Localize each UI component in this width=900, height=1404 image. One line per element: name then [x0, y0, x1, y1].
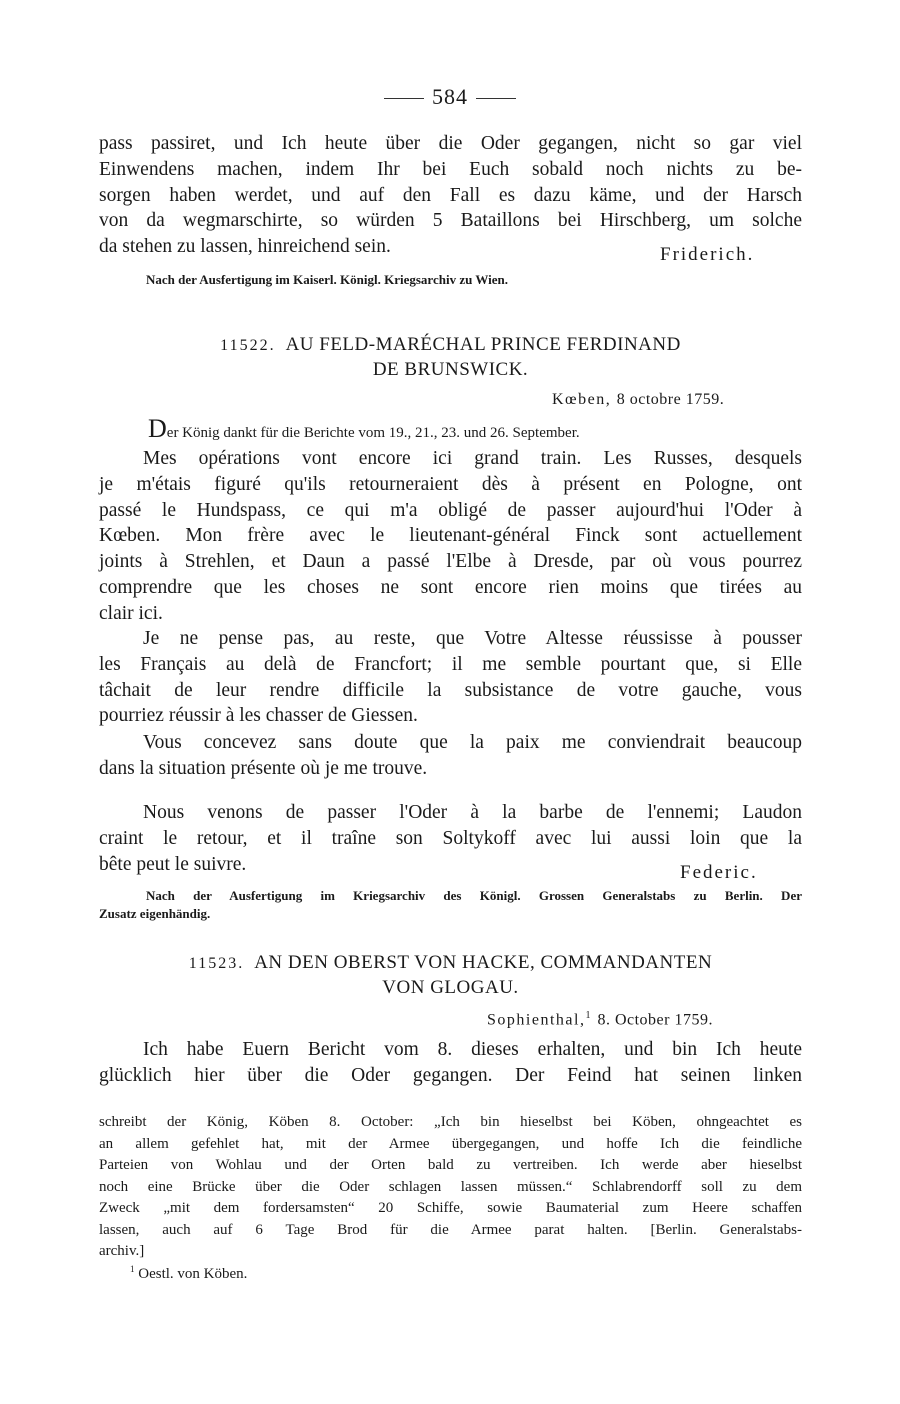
place: Sophienthal,: [487, 1011, 586, 1029]
letter-heading: [99, 951, 802, 1000]
text-line: tâchait de leur rendre difficile la subsistance de votre gauche, vous: [99, 679, 802, 701]
text-line: da stehen zu lassen, hinreichend sein.: [99, 236, 391, 258]
page-number: 584: [0, 84, 900, 110]
text-line: craint le retour, et il traîne son Soltykoff avec lui aussi loin que la: [99, 827, 802, 849]
text-line: Nach der Ausfertigung im Kriegsarchiv des Königl. Grossen Generalstabs zu Berlin. Der: [146, 888, 802, 903]
place: Kœben,: [552, 391, 612, 408]
date: 8. October 1759.: [597, 1011, 713, 1029]
page-number-dash-right: [476, 98, 516, 99]
letter-number: 11522.: [220, 337, 276, 354]
text-line: joints à Strehlen, et Daun a passé l'Elbe à Dresde, par où vous pourrez: [99, 551, 802, 573]
text-line: pourriez réussir à les chasser de Giessen.: [99, 705, 418, 727]
text-line: clair ici.: [99, 602, 163, 624]
footnote-marker: 1: [130, 1264, 135, 1274]
text-line: passé le Hundspass, ce qui m'a obligé de passer aujourd'hui l'Oder à: [99, 499, 802, 521]
footnote-block: [99, 1112, 802, 1263]
continuation-paragraph: [99, 131, 802, 260]
source-note: Nach der Ausfertigung im Kaiserl. Königl. Kriegsarchiv zu Wien.: [146, 272, 508, 287]
footnote-line: Zweck „mit dem fordersamsten“ 20 Schiffe, sowie Baumaterial zum Heere schaffen: [99, 1200, 802, 1216]
text-line: glücklich hier über die Oder gegangen. Der Feind hat seinen linken: [99, 1064, 802, 1086]
footnote-line: lassen, auch auf 6 Tage Brod für die Armee parat halten. [Berlin. Generalstabs-: [99, 1221, 802, 1238]
footnote-line: Parteien von Wohlau und der Orten bald zu vertreiben. Ich werde aber hieselbst: [99, 1157, 802, 1173]
text-line: Vous concevez sans doute que la paix me conviendrait beaucoup: [143, 732, 802, 753]
text-line: sorgen haben werdet, und auf den Fall es dazu käme, und der Harsch: [99, 184, 802, 206]
letter-heading: [99, 333, 802, 382]
footnote-line: schreibt der König, Köben 8. October: „Ich bin hieselbst bei Köben, ohngeachtet es: [99, 1114, 802, 1130]
dateline: [487, 1010, 713, 1029]
text-line: Nous venons de passer l'Oder à la barbe de l'ennemi; Laudon: [143, 802, 802, 823]
footnote-line: noch eine Brücke über die Oder schlagen lassen müssen.“ Schlabrendorff soll zu dem: [99, 1178, 802, 1195]
text-line: von da wegmarschirte, so würden 5 Bataillons bei Hirschberg, um solche: [99, 210, 802, 232]
letter-title-line2: VON GLOGAU.: [382, 977, 519, 998]
footnote-marker: 1: [585, 1010, 592, 1021]
signature: Federic.: [680, 862, 758, 883]
text-line: Einwendens machen, indem Ihr bei Euch sobald noch nichts zu be-: [99, 158, 802, 180]
summary-initial: D: [148, 414, 167, 443]
footnote-line: an allem gefehlet hat, mit der Armee übergegangen, und hoffe Ich die feindliche: [99, 1135, 802, 1152]
text-line: comprendre que les choses ne sont encore rien moins que tirées au: [99, 576, 802, 598]
date: 8 octobre 1759.: [616, 391, 725, 408]
signature: Friderich.: [660, 244, 755, 265]
text-line: Mes opérations vont encore ici grand train. Les Russes, desquels: [143, 448, 802, 469]
text-line: je m'étais figuré qu'ils retourneraient dès à présent en Pologne, ont: [99, 473, 802, 495]
summary-line: [148, 416, 580, 442]
letter-number: 11523.: [188, 955, 245, 972]
source-note: [99, 887, 802, 923]
page-number-dash-left: [384, 98, 424, 99]
paragraph: [99, 1037, 802, 1089]
letter-title: AN DEN OBERST VON HACKE, COMMANDANTEN: [254, 952, 713, 973]
letter-title-line2: DE BRUNSWICK.: [372, 359, 529, 380]
paragraph: [99, 446, 802, 627]
text-line: Zusatz eigenhändig.: [99, 906, 211, 921]
paragraph: [99, 730, 802, 782]
footnote-line: archiv.]: [99, 1243, 145, 1259]
summary-text: er König dankt für die Berichte vom 19., 21., 23. und 26. September.: [166, 425, 580, 441]
text-line: les Français au delà de Francfort; il me semble pourtant que, si Elle: [99, 653, 802, 675]
dateline: [552, 391, 724, 409]
letter-title: AU FELD-MARÉCHAL PRINCE FERDINAND: [285, 334, 681, 355]
footnote-text: Oestl. von Köben.: [138, 1266, 248, 1282]
text-line: Ich habe Euern Bericht vom 8. dieses erhalten, und bin Ich heute: [143, 1039, 802, 1060]
text-line: Je ne pense pas, au reste, que Votre Altesse réussisse à pousser: [143, 628, 802, 649]
text-line: bête peut le suivre.: [99, 853, 247, 875]
text-line: dans la situation présente où je me trouve.: [99, 757, 428, 779]
text-line: pass passiret, und Ich heute über die Oder gegangen, nicht so gar viel: [99, 133, 802, 154]
paragraph: [99, 626, 802, 729]
footnote-1: [130, 1264, 247, 1283]
text-line: Kœben. Mon frère avec le lieutenant-général Finck sont actuellement: [99, 525, 802, 547]
